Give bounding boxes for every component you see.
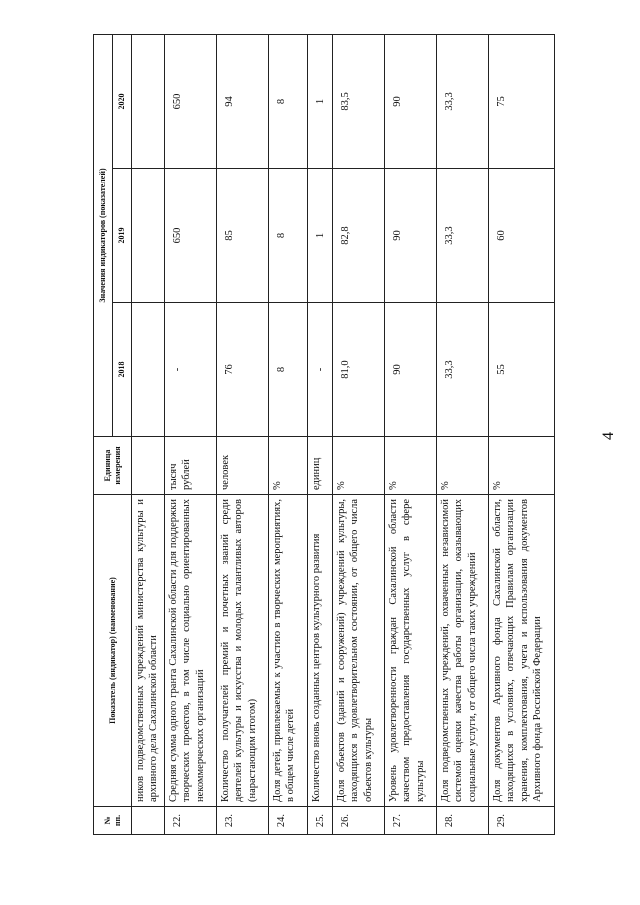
row-number: 26.: [333, 807, 385, 835]
row-value-2019: 85: [217, 169, 269, 303]
row-number: 24.: [269, 807, 308, 835]
row-number: [132, 807, 165, 835]
row-value-2020: 75: [489, 34, 555, 168]
row-unit: %: [437, 437, 489, 495]
header-values: Значения индикаторов (показателей): [94, 34, 113, 436]
table-row: [165, 34, 217, 834]
indicator-table: [93, 34, 555, 835]
row-value-2020: [132, 34, 165, 168]
row-unit: %: [269, 437, 308, 495]
row-indicator: ников подведомственных учреждений министерства культуры и архивного дела Сахалинской области: [132, 495, 165, 807]
row-value-2018: 33,3: [437, 303, 489, 437]
row-value-2018: 55: [489, 303, 555, 437]
header-year-2020: 2020: [113, 34, 132, 168]
header-indicator: Показатель (индикатор) (наименование): [94, 495, 132, 807]
row-unit: %: [489, 437, 555, 495]
row-unit: %: [385, 437, 437, 495]
row-value-2019: 90: [385, 169, 437, 303]
row-value-2018: -: [308, 303, 333, 437]
row-value-2019: 82,8: [333, 169, 385, 303]
row-value-2020: 94: [217, 34, 269, 168]
row-unit: человек: [217, 437, 269, 495]
table-row: [308, 34, 333, 834]
row-value-2018: 76: [217, 303, 269, 437]
row-value-2018: 81,0: [333, 303, 385, 437]
table-row: [217, 34, 269, 834]
row-indicator: Доля объектов (зданий и сооружений) учреждений культуры, находящихся в удовлетворительном состоянии, от общего числа объектов культуры: [333, 495, 385, 807]
header-unit: Единица измерения: [94, 437, 132, 495]
row-value-2018: [132, 303, 165, 437]
row-value-2020: 90: [385, 34, 437, 168]
row-value-2019: 60: [489, 169, 555, 303]
table-row: [269, 34, 308, 834]
row-indicator: Доля подведомственных учреждений, охваченных независимой системой оценки качества работы организации, оказывающих социальные услуги, от общего числа таких учреждений: [437, 495, 489, 807]
row-number: 22.: [165, 807, 217, 835]
header-num: № пп.: [94, 807, 132, 835]
table-row: [333, 34, 385, 834]
row-indicator: Доля документов Архивного фонда Сахалинской области, находящихся в условиях, отвечающих Правилам организации хранения, комплектования, учета и использования документов Архивного фонда Российской Федерации: [489, 495, 555, 807]
row-value-2019: [132, 169, 165, 303]
row-indicator: Уровень удовлетворенности граждан Сахалинской области качеством предоставления государственных услуг в сфере культуры: [385, 495, 437, 807]
row-unit: %: [333, 437, 385, 495]
row-indicator: Количество получателей премий и почетных званий среди деятелей культуры и искусства и молодых талантливых авторов (нарастающим итогом): [217, 495, 269, 807]
page-number: 4: [600, 432, 617, 440]
header-year-2019: 2019: [113, 169, 132, 303]
row-value-2018: 8: [269, 303, 308, 437]
row-value-2020: 650: [165, 34, 217, 168]
table-row: [489, 34, 555, 834]
row-value-2020: 1: [308, 34, 333, 168]
table-row: [437, 34, 489, 834]
row-value-2020: 8: [269, 34, 308, 168]
row-value-2019: 8: [269, 169, 308, 303]
row-value-2018: 90: [385, 303, 437, 437]
table-header-row: [94, 34, 113, 834]
table-row: [385, 34, 437, 834]
table-row-continuation: [132, 34, 165, 834]
row-number: 28.: [437, 807, 489, 835]
row-value-2019: 1: [308, 169, 333, 303]
row-value-2018: -: [165, 303, 217, 437]
row-value-2020: 33,3: [437, 34, 489, 168]
row-indicator: Средняя сумма одного гранта Сахалинской области для поддержки творческих проектов, в том числе социально ориентированных некоммерческих организаций: [165, 495, 217, 807]
row-number: 23.: [217, 807, 269, 835]
row-unit: [132, 437, 165, 495]
row-number: 29.: [489, 807, 555, 835]
row-unit: единиц: [308, 437, 333, 495]
row-number: 27.: [385, 807, 437, 835]
row-value-2019: 33,3: [437, 169, 489, 303]
row-number: 25.: [308, 807, 333, 835]
row-indicator: Доля детей, привлекаемых к участию в творческих мероприятиях, в общем числе детей: [269, 495, 308, 807]
header-year-2018: 2018: [113, 303, 132, 437]
row-unit: тысяч рублей: [165, 437, 217, 495]
indicator-table-rotated: [93, 35, 583, 835]
row-indicator: Количество вновь созданных центров культурного развития: [308, 495, 333, 807]
row-value-2019: 650: [165, 169, 217, 303]
row-value-2020: 83,5: [333, 34, 385, 168]
